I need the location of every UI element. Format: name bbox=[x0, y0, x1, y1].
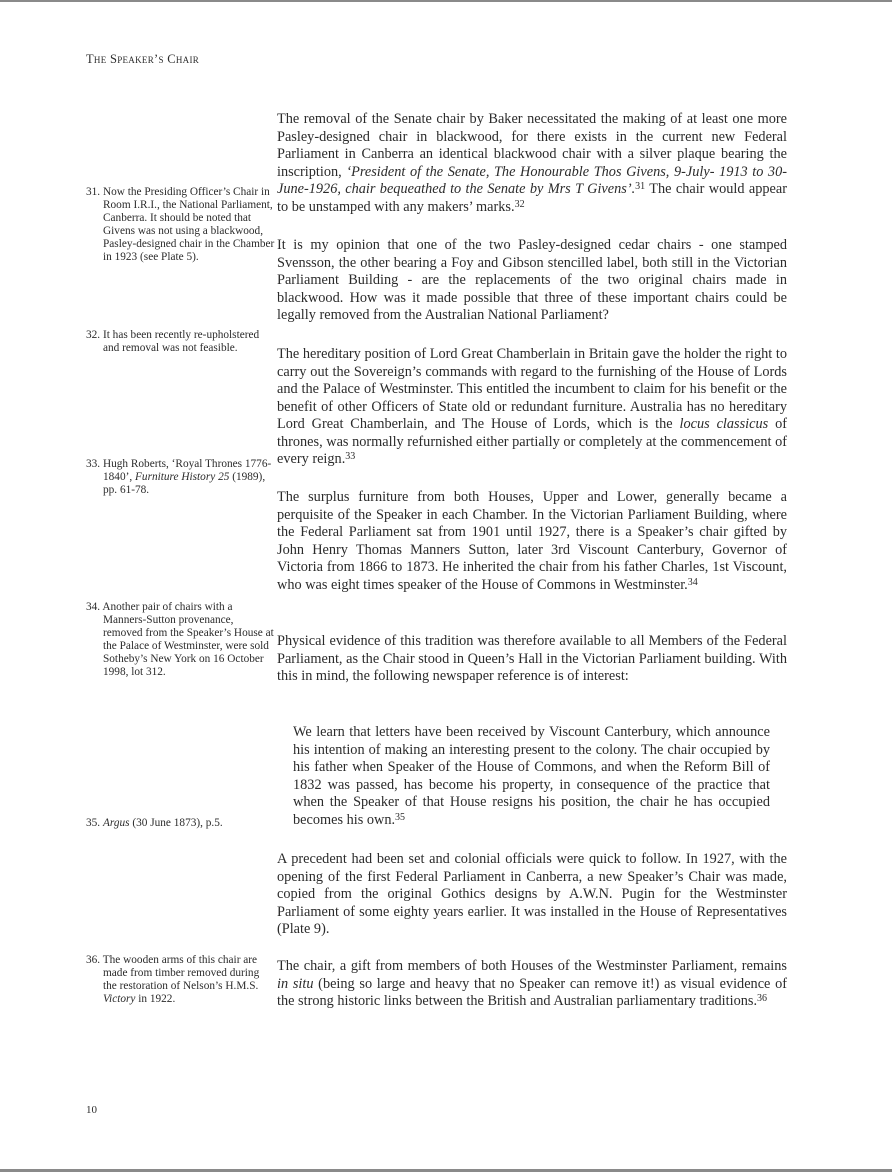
ship-name: Victory bbox=[103, 993, 136, 1005]
bottom-border bbox=[0, 1169, 892, 1172]
footnote-ref-36[interactable]: 36 bbox=[757, 993, 768, 1004]
side-note-35-text: 35. bbox=[86, 817, 103, 829]
side-note-34: 34. Another pair of chairs with a Manners-Sutton provenance, removed from the Speaker’s House at the Palace of Westminster, were sold Sotheby’s New York on 16 October 1998, lot 312. bbox=[86, 601, 274, 678]
side-note-35 bbox=[86, 817, 275, 830]
side-note-32: 32. It has been recently re-upholstered and removal was not feasible. bbox=[86, 329, 260, 354]
paragraph-8-text: The chair, a gift from members of both Houses of the Westminster Parliament, remains bbox=[277, 958, 787, 974]
paragraph-3-text: The hereditary position of Lord Great Chamberlain in Britain gave the holder the right to carry out the Sovereign’s commands with regard to the furnishing of the House of Lords and the Palace of Westminster. This entitled the incumbent to claim for his benefit or the benefit of other Officers of State old or redundant furniture. Australia has no hereditary Lord Great Chamberlain, and The House of Lords, which is the bbox=[277, 346, 787, 432]
side-note-36-text: 36. The wooden arms of this chair are made from timber removed during the restoration of Nelson’s H.M.S. bbox=[86, 954, 260, 992]
side-note-33-text: 33. Hugh Roberts, ‘Royal Thrones 1776-1840’, bbox=[86, 458, 272, 483]
side-note-35-text-end: (30 June 1873), p.5. bbox=[129, 817, 223, 829]
italic-term: in situ bbox=[277, 975, 314, 992]
footnote-ref-31[interactable]: 31 bbox=[635, 181, 646, 192]
paragraph-4-text: The surplus furniture from both Houses, Upper and Lower, generally became a perquisite of the Speaker in each Chamber. In the Victorian Parliament Building, where the Federal Parliament sat from 1901 until 1927, there is a Speaker’s chair gifted by John Henry Thomas Manners Sutton, later 3rd Viscount Canterbury, Governor of Victoria from 1866 to 1873. He inherited the chair from his father Charles, 1st Viscount, who was eight times speaker of the House of Commons in Westminster. bbox=[277, 489, 787, 593]
quote-text: We learn that letters have been received by Viscount Canterbury, which announce his intention of making an interesting present to the colony. The chair occupied by his father when Speaker of the House of Commons, and when the Reform Bill of 1832 was passed, has become his property, in consequence of the practice that when the Speaker of that House resigns his position, the chair he has occupied becomes his own. bbox=[293, 724, 770, 828]
paragraph-3 bbox=[277, 346, 787, 469]
paragraph-7: A precedent had been set and colonial officials were quick to follow. In 1927, with the opening of the first Federal Parliament in Canberra, a new Speaker’s Chair was made, copied from the original Gothics designs by A.W.N. Pugin for the Westminster Parliament of some eighty years earlier. It was installed in the House of Representatives (Plate 9). bbox=[277, 851, 787, 937]
plaque-inscription: ‘President of the Senate, The Honourable Thos Givens, 9-July- 1913 to 30-June-1926, chair bequeathed to the Senate by Mrs T Givens’. bbox=[277, 163, 787, 197]
running-header: The Speaker’s Chair bbox=[86, 52, 200, 66]
footnote-ref-35[interactable]: 35 bbox=[395, 811, 406, 823]
paragraph-8-text-end: (being so large and heavy that no Speaker can remove it!) as visual evidence of the strong historic links between the British and Australian parliamentary traditions. bbox=[277, 975, 787, 1009]
paragraph-4 bbox=[277, 489, 787, 594]
journal-title: Furniture History 25 bbox=[135, 471, 230, 483]
page-number: 10 bbox=[86, 1104, 97, 1116]
paragraph-1-text-end: The chair would appear to be unstamped with any makers’ marks. bbox=[277, 181, 787, 215]
footnote-ref-32[interactable]: 32 bbox=[514, 198, 525, 210]
side-note-36 bbox=[86, 954, 275, 1006]
newspaper-title: Argus bbox=[102, 817, 130, 829]
italic-term: locus classicus bbox=[679, 416, 769, 432]
side-note-33-text-end: (1989), pp. 61-78. bbox=[103, 471, 266, 496]
footnote-ref-34[interactable]: 34 bbox=[687, 576, 698, 588]
side-note-31: 31. Now the Presiding Officer’s Chair in Room I.R.I., the National Parliament, Canberra. It should be noted that Givens was not using a blackwood, Pasley-designed chair in the Chamber in 1923 (see Plate 5). bbox=[86, 186, 275, 263]
side-note-33 bbox=[86, 458, 275, 497]
paragraph-5: Physical evidence of this tradition was therefore available to all Members of the Federal Parliament, as the Chair stood in Queen’s Hall in the Victorian Parliament building. With this in mind, the following newspaper reference is of interest: bbox=[277, 633, 787, 684]
paragraph-2: It is my opinion that one of the two Pasley-designed cedar chairs - one stamped Svensson, the other bearing a Foy and Gibson stencilled label, both still in the Victorian Parliament Building - are the replacements of the two original chairs made in blackwood. How was it made possible that three of these important chairs could be legally removed from the Australian National Parliament? bbox=[277, 237, 787, 323]
paragraph-3-text-end: of thrones, was normally refurnished either partially or completely at the commencement of every reign. bbox=[277, 416, 787, 467]
paragraph-1 bbox=[277, 111, 787, 216]
top-border bbox=[0, 0, 892, 2]
footnote-ref-33[interactable]: 33 bbox=[345, 451, 356, 462]
newspaper-quote bbox=[293, 724, 770, 829]
paragraph-1-text: The removal of the Senate chair by Baker necessitated the making of at least one more Pasley-designed chair in blackwood, for there exists in the current new Federal Parliament in Canberra an identical blackwood chair with a silver plaque bearing the inscription, bbox=[277, 111, 787, 180]
paragraph-8 bbox=[277, 958, 787, 1011]
side-note-36-text-end: in 1922. bbox=[135, 993, 176, 1005]
